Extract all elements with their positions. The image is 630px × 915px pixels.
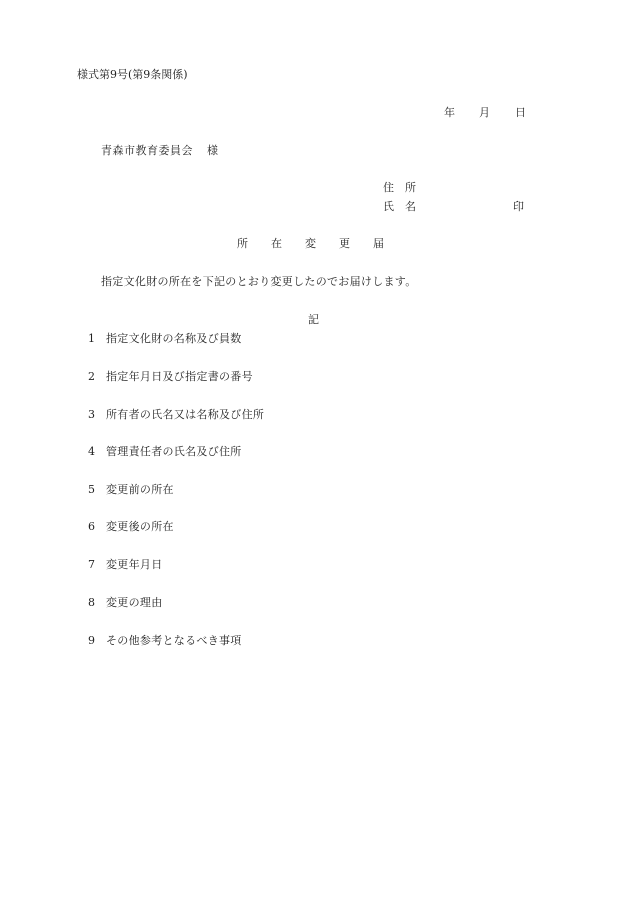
- list-item: [88, 597, 163, 608]
- form-number: 様式第9号(第9条関係): [77, 68, 188, 81]
- list-item: [88, 333, 242, 344]
- ki-heading: 記: [308, 313, 319, 326]
- list-item: [88, 559, 163, 570]
- item-number: 1: [88, 332, 95, 345]
- item-label: 変更前の所在: [106, 483, 174, 496]
- item-label: その他参考となるべき事項: [106, 634, 242, 647]
- item-label: 所有者の氏名又は名称及び住所: [106, 408, 265, 421]
- applicant-address-label: 住 所: [383, 181, 416, 194]
- list-item: [88, 521, 174, 532]
- list-item: [88, 409, 264, 420]
- item-label: 変更後の所在: [106, 520, 174, 533]
- item-number: 2: [88, 370, 95, 383]
- date-day-label: 日: [515, 106, 526, 119]
- title-char: 所: [237, 237, 248, 250]
- seal-mark: 印: [513, 200, 524, 213]
- item-label: 指定年月日及び指定書の番号: [106, 370, 253, 383]
- item-number: 9: [88, 634, 95, 647]
- list-item: [88, 371, 253, 382]
- item-number: 3: [88, 408, 95, 421]
- addressee-honorific: 様: [207, 144, 219, 157]
- applicant-name-label: 氏 名: [383, 200, 416, 213]
- title-char: 更: [339, 237, 350, 250]
- title-char: 変: [305, 237, 316, 250]
- list-item: [88, 484, 174, 495]
- item-number: 6: [88, 520, 95, 533]
- document-title: [237, 238, 384, 249]
- item-label: 管理責任者の氏名及び住所: [106, 445, 242, 458]
- addressee: [101, 145, 219, 156]
- date-month-label: 月: [479, 106, 490, 119]
- list-item: [88, 446, 242, 457]
- date-year-label: 年: [444, 106, 455, 119]
- title-char: 在: [271, 237, 282, 250]
- item-number: 8: [88, 596, 95, 609]
- item-label: 変更年月日: [106, 558, 163, 571]
- addressee-name: 青森市教育委員会: [101, 144, 193, 157]
- statement-text: 指定文化財の所在を下記のとおり変更したのでお届けします。: [101, 275, 417, 288]
- item-number: 5: [88, 483, 95, 496]
- item-number: 7: [88, 558, 95, 571]
- item-label: 指定文化財の名称及び員数: [106, 332, 242, 345]
- title-char: 届: [373, 237, 384, 250]
- item-label: 変更の理由: [106, 596, 163, 609]
- list-item: [88, 635, 242, 646]
- item-number: 4: [88, 445, 95, 458]
